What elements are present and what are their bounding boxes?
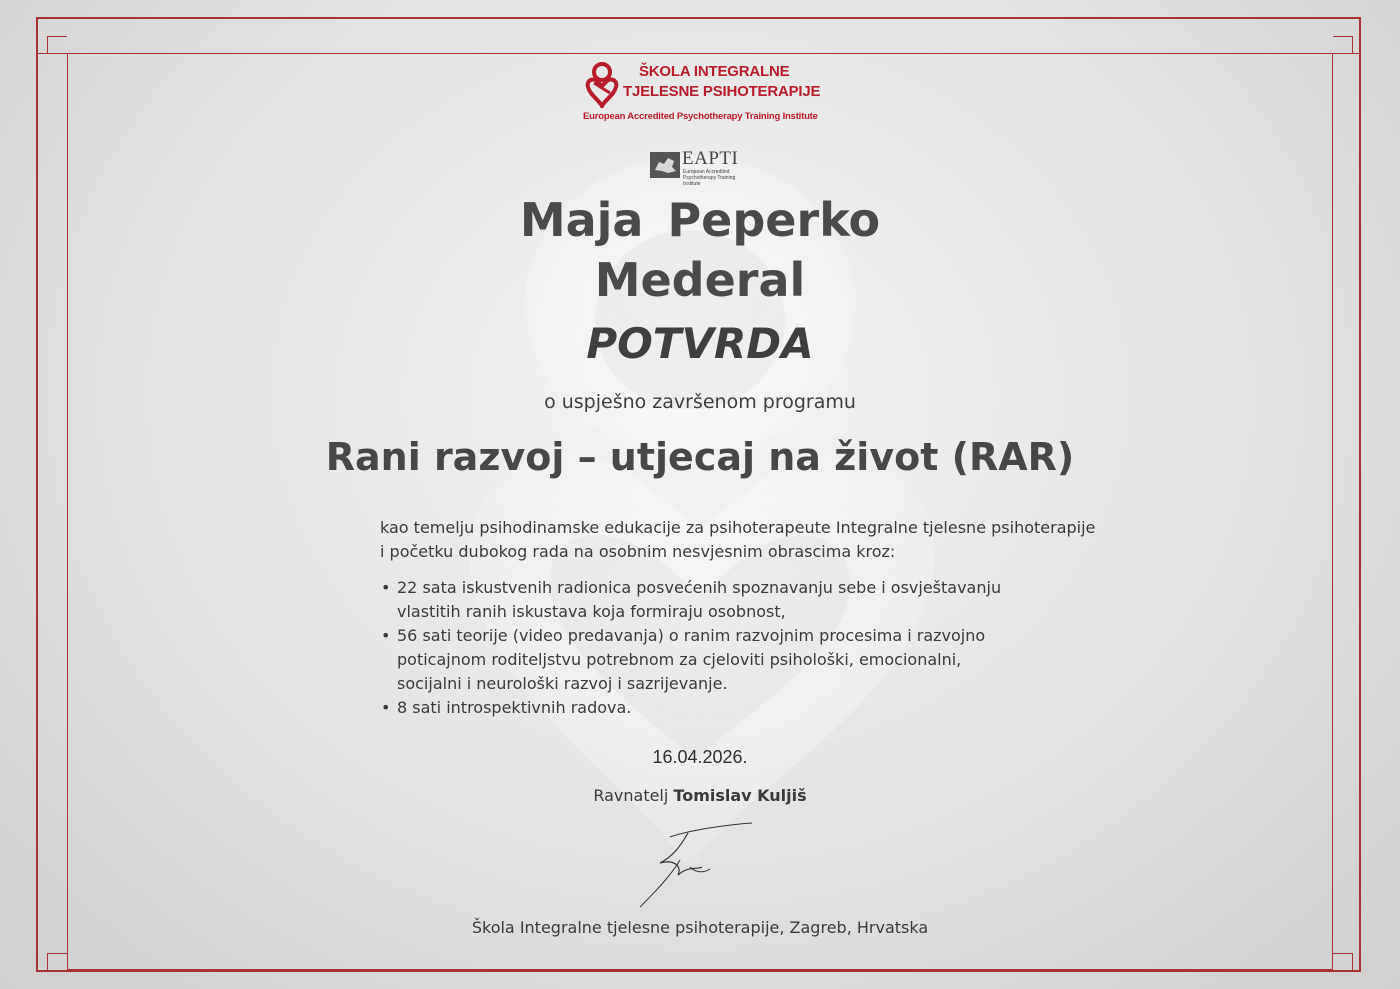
list-item-line: 22 sata iskustvenih radionica posvećenih spoznavanju sebe i osvještavanju bbox=[397, 578, 1002, 597]
director-name: Tomislav Kuljiš bbox=[673, 786, 807, 805]
list-item-line: 56 sati teorije (video predavanja) o ranim razvojnim procesima i razvojno bbox=[397, 626, 986, 645]
europe-map-icon bbox=[650, 152, 680, 178]
list-item bbox=[380, 576, 1160, 624]
document-subtitle: o uspješno završenom programu bbox=[544, 391, 856, 413]
list-item bbox=[380, 696, 1160, 720]
school-name bbox=[623, 62, 823, 102]
director-label: Ravnatelj bbox=[593, 786, 669, 805]
list-item-line: socijalni i neurološki razvoj i sazrijevanje. bbox=[397, 674, 728, 693]
intro-line2: i početku dubokog rada na osobnim nesvjesnim obrascima kroz: bbox=[380, 542, 896, 561]
eapti-small-text: European Accredited Psychotherapy Training Institute bbox=[683, 169, 736, 187]
heart-logo-icon bbox=[585, 62, 619, 108]
description-intro bbox=[380, 516, 1160, 564]
director bbox=[0, 786, 1400, 805]
document-title: POTVRDA bbox=[586, 319, 814, 368]
issue-date: 16.04.2026. bbox=[652, 747, 748, 767]
school-tagline: European Accredited Psychotherapy Training Institute bbox=[583, 111, 818, 122]
intro-line1: kao temelju psihodinamske edukacije za psihoterapeute Integralne tjelesne psihoterapije bbox=[380, 518, 1096, 537]
school-name-line2: TJELESNE PSIHOTERAPIJE bbox=[623, 83, 821, 100]
program-components-list bbox=[380, 576, 1160, 720]
eapti-logo bbox=[650, 148, 750, 187]
recipient-name-line2: Mederal bbox=[594, 253, 806, 307]
school-logo bbox=[583, 60, 823, 126]
list-item-line: 8 sati introspektivnih radova. bbox=[397, 698, 632, 717]
program-description bbox=[380, 516, 1160, 720]
director-signature bbox=[630, 815, 760, 910]
footer-address: Škola Integralne tjelesne psihoterapije, Zagreb, Hrvatska bbox=[471, 918, 929, 937]
school-name-line1: ŠKOLA INTEGRALNE bbox=[639, 63, 790, 80]
eapti-name: EAPTI bbox=[682, 148, 739, 169]
list-item bbox=[380, 624, 1160, 696]
program-name: Rani razvoj – utjecaj na život (RAR) bbox=[325, 435, 1075, 479]
list-item-line: vlastitih ranih iskustava koja formiraju osobnost, bbox=[397, 602, 786, 621]
recipient-name-line1: Maja Peperko bbox=[519, 193, 881, 247]
list-item-line: poticajnom roditeljstvu potrebnom za cjeloviti psihološki, emocionalni, bbox=[397, 650, 962, 669]
